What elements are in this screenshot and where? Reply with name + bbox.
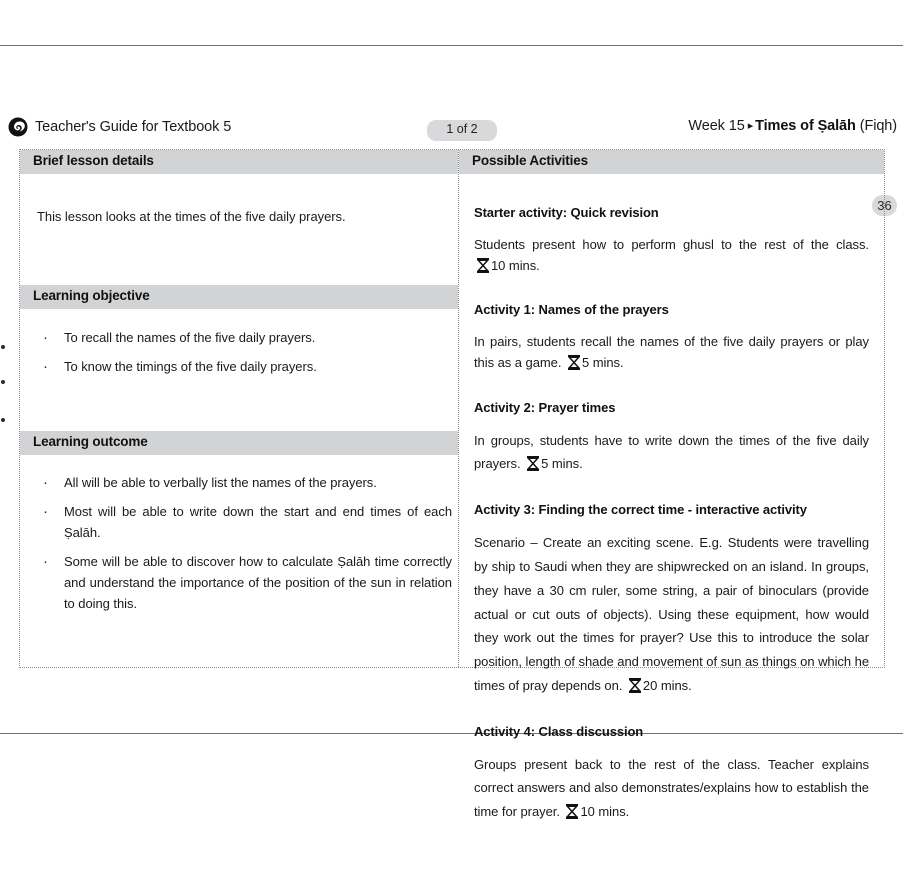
activity-duration: 5 mins. bbox=[581, 355, 624, 371]
activity-heading-3: Activity 3: Finding the correct time - interactive activity bbox=[474, 502, 807, 518]
activity-text: Students present how to perform ghusl to the rest of the class. bbox=[474, 236, 869, 252]
activity-heading-starter: Starter activity: Quick revision bbox=[474, 204, 659, 220]
hourglass-icon bbox=[477, 258, 489, 273]
activity-body-2 bbox=[474, 429, 869, 477]
brand bbox=[8, 117, 231, 137]
hourglass-icon bbox=[527, 456, 539, 471]
activity-duration: 20 mins. bbox=[642, 677, 692, 693]
list-item: · To recall the names of the five daily prayers. bbox=[42, 327, 452, 348]
learning-objective-list bbox=[20, 309, 458, 431]
chevron-right-icon: ▸ bbox=[747, 120, 754, 132]
swirl-circle-logo-icon bbox=[8, 117, 28, 137]
breadcrumb-subject: (Fiqh) bbox=[859, 118, 897, 134]
activity-duration: 10 mins. bbox=[491, 258, 540, 274]
breadcrumb bbox=[688, 118, 897, 134]
hourglass-icon bbox=[568, 355, 580, 370]
activity-body-starter bbox=[474, 234, 869, 276]
activities-body bbox=[459, 205, 884, 824]
page-number-badge: 36 bbox=[872, 195, 897, 216]
page-of-badge: 1 of 2 bbox=[427, 120, 497, 141]
lesson-plan-frame bbox=[19, 149, 885, 820]
activity-text: Groups present back to the rest of the class. Teacher explains correct answers and also demonstrates/explains how to establish the time for prayer. bbox=[474, 756, 869, 820]
hourglass-icon bbox=[566, 804, 578, 819]
activity-duration: 5 mins. bbox=[541, 456, 583, 472]
activity-text: Scenario – Create an exciting scene. E.g. Students were travelling by ship to Saudi when they are shipwrecked on an island. In groups, they have a 30 cm ruler, some string, a pair of binoculars (provide actual or cut outs of objects). Using these equipment, how would they work out the times for prayer? Use this to introduce the solar position, length of shade and movement of sun as things on which he times of pray depends on. bbox=[474, 535, 869, 693]
activity-text: In pairs, students recall the names of the five daily prayers or play this as a game. bbox=[474, 334, 869, 371]
activity-heading-2: Activity 2: Prayer times bbox=[474, 399, 616, 415]
right-column bbox=[459, 150, 884, 820]
list-item: · Most will be able to write down the start and end times of each Ṣalāh. bbox=[42, 501, 452, 543]
activity-heading-4: Activity 4: Class discussion bbox=[474, 723, 644, 739]
breadcrumb-topic: Times of Ṣalāh bbox=[755, 118, 856, 134]
brief-lesson-details-text: This lesson looks at the times of the five daily prayers. bbox=[37, 208, 346, 224]
section-header-learning-objective: Learning objective bbox=[20, 285, 458, 309]
page-top-rule bbox=[0, 45, 903, 46]
brand-title: Teacher's Guide for Textbook 5 bbox=[35, 119, 232, 135]
section-header-possible-activities: Possible Activities bbox=[459, 150, 884, 174]
activity-text: In groups, students have to write down the times of the five daily prayers. bbox=[474, 432, 869, 472]
section-header-brief-lesson-details: Brief lesson details bbox=[20, 150, 458, 174]
breadcrumb-week: Week 15 bbox=[688, 118, 745, 134]
brief-lesson-details-body bbox=[20, 174, 458, 285]
hourglass-icon bbox=[629, 678, 641, 693]
activity-body-3 bbox=[474, 531, 869, 697]
list-item: · To know the timings of the five daily prayers. bbox=[42, 356, 452, 377]
section-header-learning-outcome: Learning outcome bbox=[20, 431, 458, 455]
learning-outcome-list bbox=[20, 455, 458, 614]
activity-body-4 bbox=[474, 753, 869, 824]
list-item: · All will be able to verbally list the names of the prayers. bbox=[42, 472, 452, 493]
activity-heading-1: Activity 1: Names of the prayers bbox=[474, 302, 669, 318]
left-column bbox=[20, 150, 459, 667]
activity-duration: 10 mins. bbox=[580, 804, 630, 820]
list-item: · Some will be able to discover how to calculate Ṣalāh time correctly and understand the importance of the position of the sun in relation to doing this. bbox=[42, 551, 452, 614]
activity-body-1 bbox=[474, 331, 869, 373]
